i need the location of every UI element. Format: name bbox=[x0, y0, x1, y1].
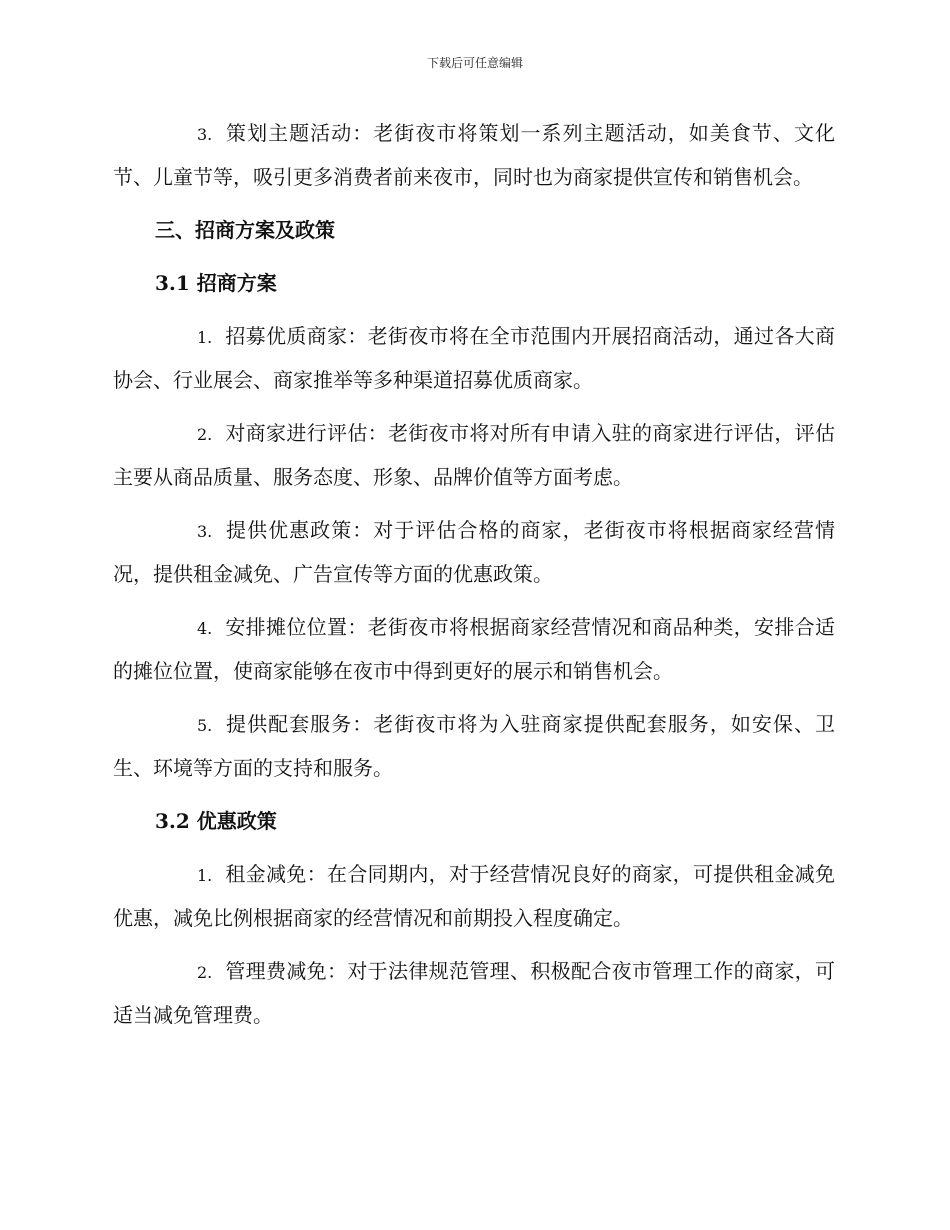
item-number: 2. bbox=[197, 963, 213, 982]
list-item bbox=[113, 412, 835, 499]
item-text: 租金减免：在合同期内，对于经营情况良好的商家，可提供租金减免优惠，减免比例根据商家的经营情况和前期投入程度确定。 bbox=[113, 862, 835, 930]
page-header-note: 下载后可任意编辑 bbox=[426, 56, 523, 70]
section-heading: 三、招商方案及政策 bbox=[155, 218, 335, 242]
list-item bbox=[113, 853, 835, 940]
list-item bbox=[113, 509, 835, 596]
item-number: 1. bbox=[197, 328, 213, 347]
item-text: 招募优质商家：老街夜市将在全市范围内开展招商活动，通过各大商协会、行业展会、商家推举等多种渠道招募优质商家。 bbox=[113, 324, 835, 392]
subsection-heading: 3.2 优惠政策 bbox=[155, 809, 277, 833]
item-number: 3. bbox=[197, 125, 213, 144]
item-text: 策划主题活动：老街夜市将策划一系列主题活动，如美食节、文化节、儿童节等，吸引更多消费者前来夜市，同时也为商家提供宣传和销售机会。 bbox=[113, 121, 835, 189]
item-number: 1. bbox=[197, 866, 213, 885]
item-number: 5. bbox=[197, 716, 213, 735]
list-item bbox=[113, 950, 835, 1037]
item-number: 2. bbox=[197, 425, 213, 444]
item-number: 3. bbox=[197, 522, 213, 541]
item-number: 4. bbox=[197, 619, 213, 638]
list-item bbox=[113, 606, 835, 693]
list-item bbox=[113, 112, 835, 199]
document-body bbox=[113, 112, 835, 1047]
subsection-heading: 3.1 招商方案 bbox=[155, 271, 277, 295]
item-text: 安排摊位位置：老街夜市将根据商家经营情况和商品种类，安排合适的摊位位置，使商家能够在夜市中得到更好的展示和销售机会。 bbox=[113, 615, 835, 683]
item-text: 对商家进行评估：老街夜市将对所有申请入驻的商家进行评估，评估主要从商品质量、服务态度、形象、品牌价值等方面考虑。 bbox=[113, 421, 835, 489]
item-text: 提供优惠政策：对于评估合格的商家，老街夜市将根据商家经营情况，提供租金减免、广告宣传等方面的优惠政策。 bbox=[113, 518, 835, 586]
list-item bbox=[113, 703, 835, 790]
item-text: 管理费减免：对于法律规范管理、积极配合夜市管理工作的商家，可适当减免管理费。 bbox=[113, 959, 835, 1027]
item-text: 提供配套服务：老街夜市将为入驻商家提供配套服务，如安保、卫生、环境等方面的支持和服务。 bbox=[113, 712, 835, 780]
list-item bbox=[113, 315, 835, 402]
